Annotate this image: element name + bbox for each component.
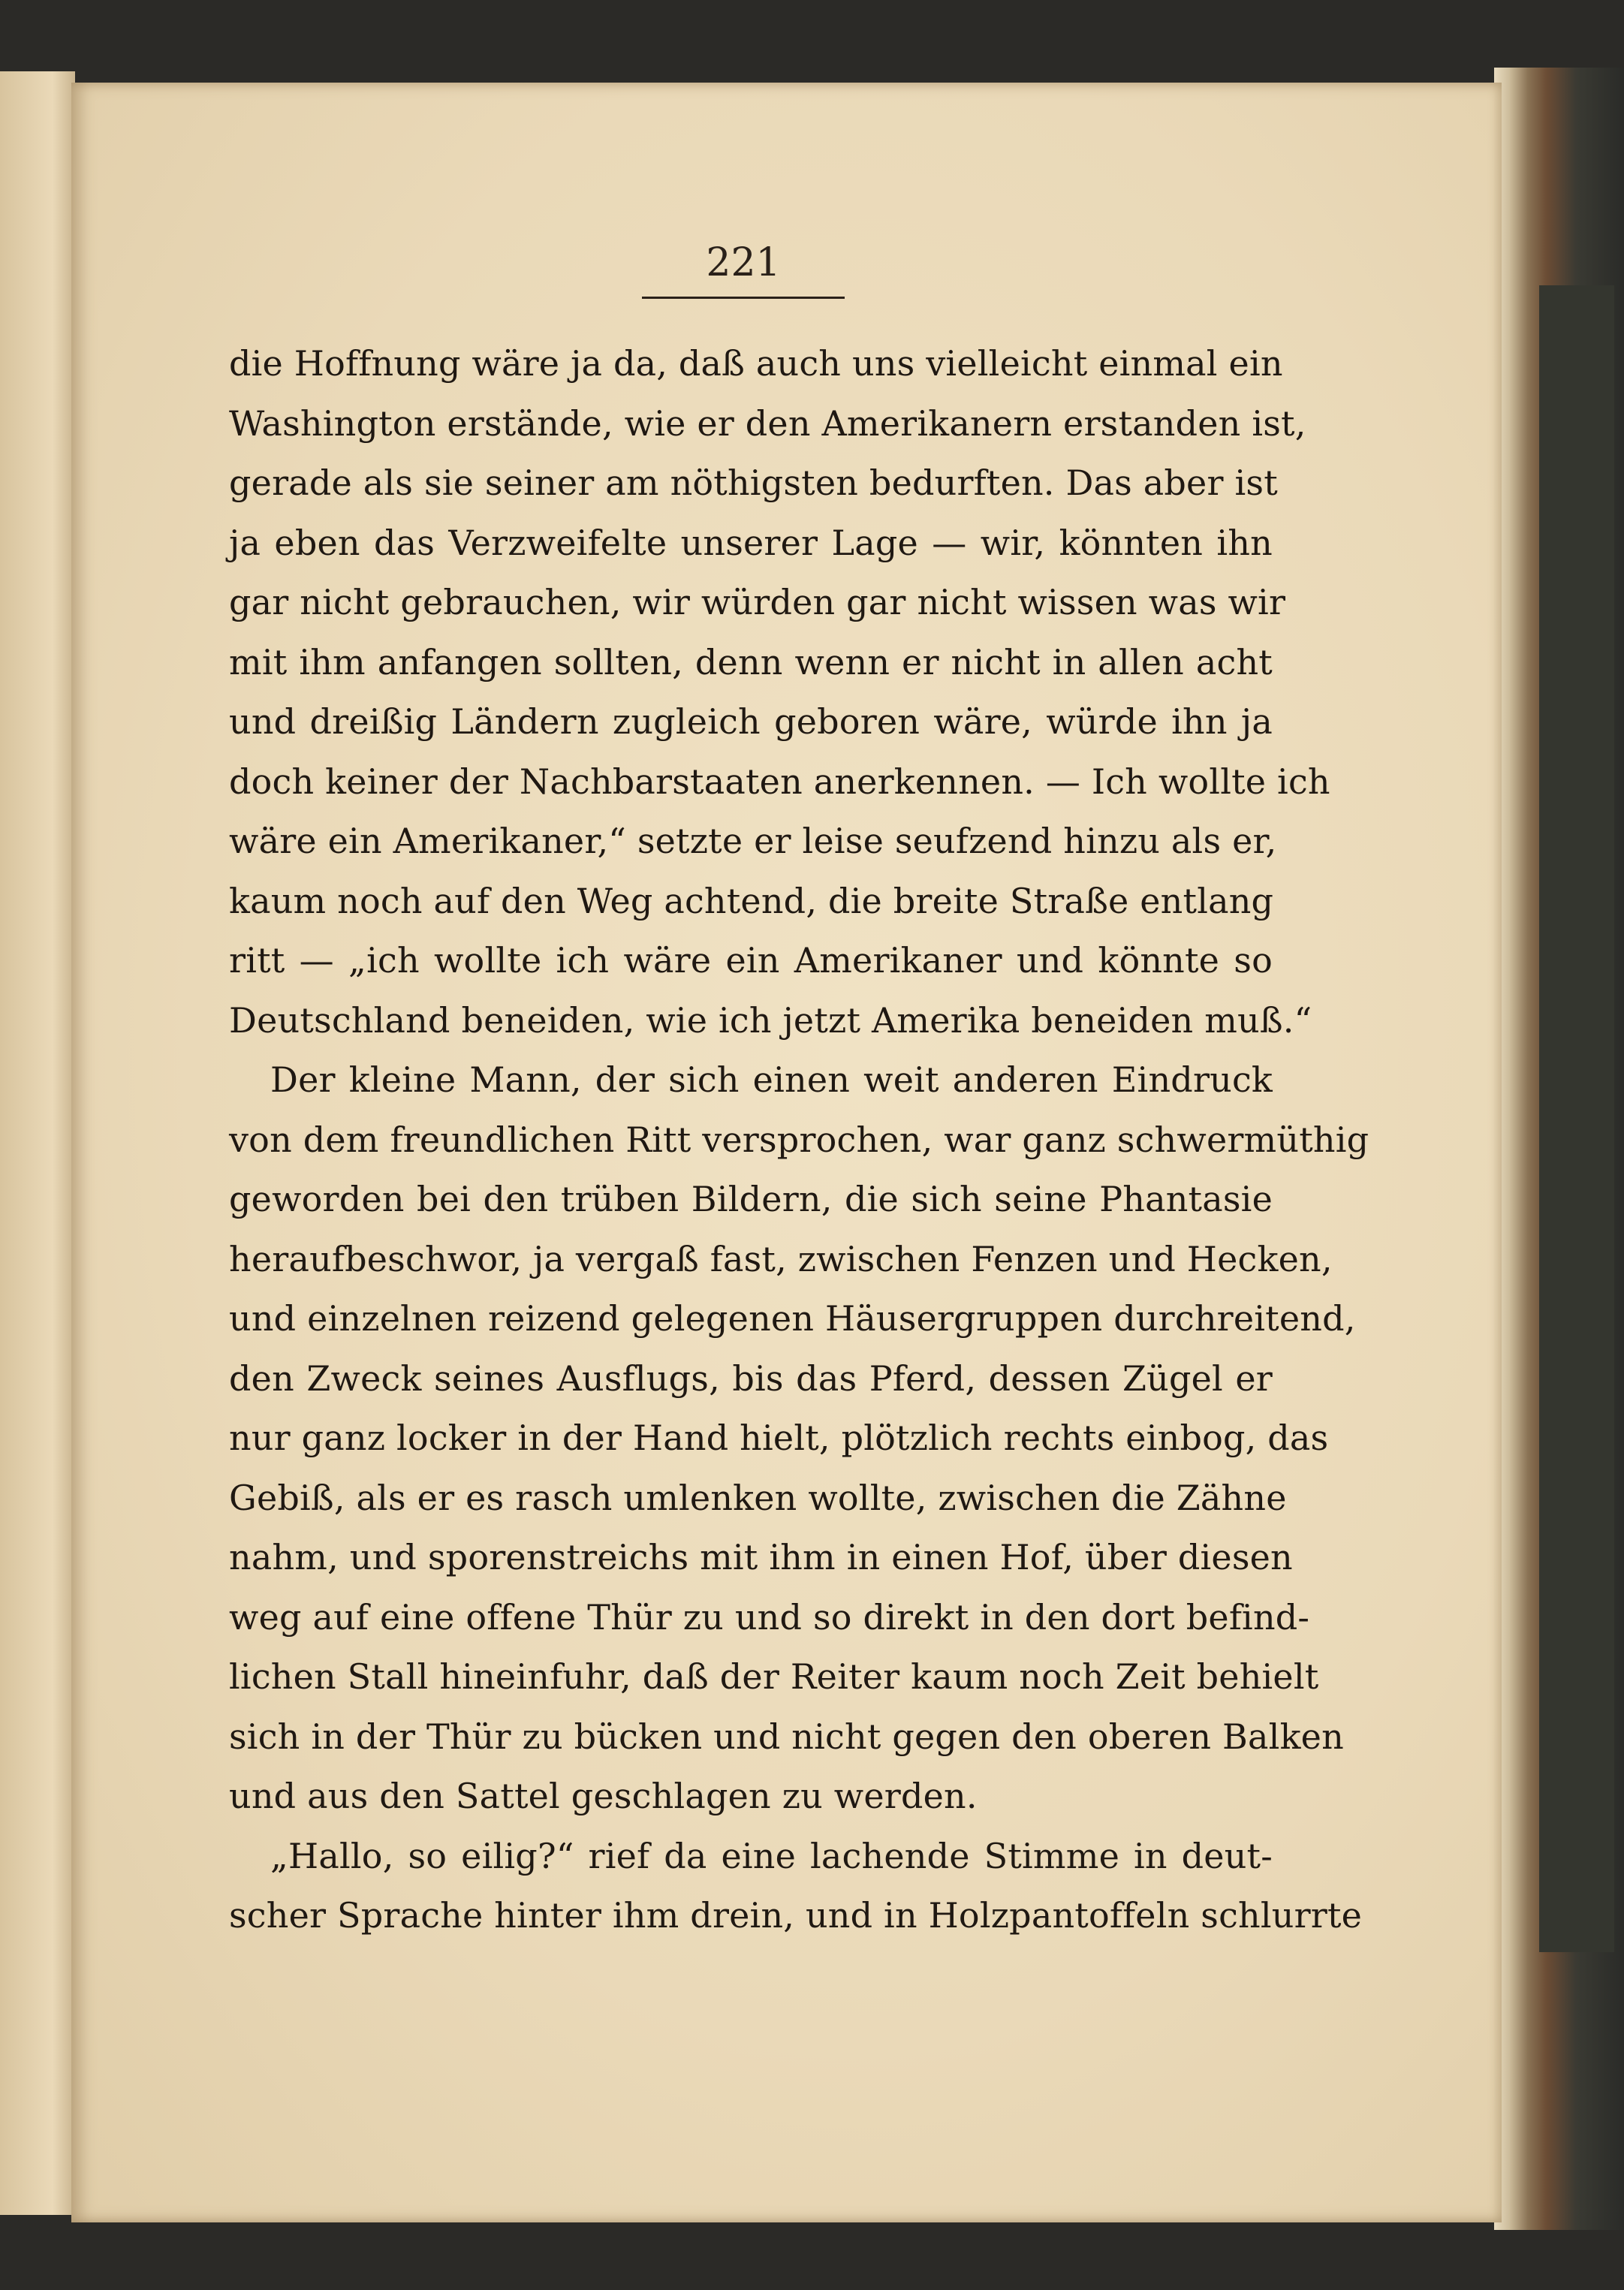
text-line: und aus den Sattel geschlagen zu werden. [229, 1776, 978, 1816]
text-line: lichen Stall hineinfuhr, daß der Reiter kaum noch Zeit behielt [229, 1656, 1319, 1697]
book-cover-strip [1539, 285, 1614, 1952]
text-line: kaum noch auf den Weg achtend, die breite Straße entlang [229, 880, 1274, 921]
text-line: Washington erstände, wie er den Amerikanern erstanden ist, [229, 402, 1306, 444]
text-line: Gebiß, als er es rasch umlenken wollte, zwischen die Zähne [229, 1477, 1287, 1518]
text-line: ritt — „ich wollte ich wäre ein Amerikaner und könnte so [229, 940, 1273, 981]
text-line: und einzelnen reizend gelegenen Häusergruppen durchreitend, [229, 1298, 1356, 1339]
text-line: mit ihm anfangen sollten, denn wenn er nicht in allen acht [229, 641, 1273, 682]
text-line: gerade als sie seiner am nöthigsten bedurften. Das aber ist [229, 463, 1278, 503]
text-line: ja eben das Verzweifelte unserer Lage — wir, könnten ihn [229, 522, 1273, 563]
text-line: heraufbeschwor, ja vergaß fast, zwischen Fenzen und Hecken, [229, 1238, 1333, 1279]
text-line: doch keiner der Nachbarstaaten anerkennen. — Ich wollte ich [229, 761, 1330, 802]
text-line: gar nicht gebrauchen, wir würden gar nicht wissen was wir [229, 582, 1286, 622]
text-line: „Hallo, so eilig?“ rief da eine lachende Stimme in deut- [270, 1835, 1273, 1876]
text-line: weg auf eine offene Thür zu und so direkt in den dort befind- [229, 1596, 1310, 1638]
text-line: sich in der Thür zu bücken und nicht gegen den oberen Balken [229, 1716, 1344, 1757]
text-line: nahm, und sporenstreichs mit ihm in einen Hof, über diesen [229, 1537, 1293, 1577]
text-line: von dem freundlichen Ritt versprochen, war ganz schwermüthig [229, 1119, 1369, 1160]
text-line: und dreißig Ländern zugleich geboren wäre, würde ihn ja [229, 701, 1273, 742]
text-line: scher Sprache hinter ihm drein, und in Holzpantoffeln schlurrte [229, 1895, 1363, 1936]
text-line: die Hoffnung wäre ja da, daß auch uns vielleicht einmal ein [229, 343, 1283, 384]
body-text [229, 334, 1369, 1946]
header-rule [642, 297, 845, 299]
text-line: nur ganz locker in der Hand hielt, plötzlich rechts einbog, das [229, 1418, 1329, 1458]
text-line: den Zweck seines Ausflugs, bis das Pferd, dessen Zügel er [229, 1357, 1273, 1399]
text-line: Deutschland beneiden, wie ich jetzt Amerika beneiden muß.“ [229, 999, 1312, 1041]
text-line: wäre ein Amerikaner,“ setzte er leise seufzend hinzu als er, [229, 821, 1277, 861]
text-line: geworden bei den trüben Bildern, die sich seine Phantasie [229, 1179, 1273, 1219]
facing-page-edge [0, 71, 75, 2215]
page-number: 221 [706, 240, 781, 285]
text-line: Der kleine Mann, der sich einen weit anderen Eindruck [270, 1059, 1273, 1100]
